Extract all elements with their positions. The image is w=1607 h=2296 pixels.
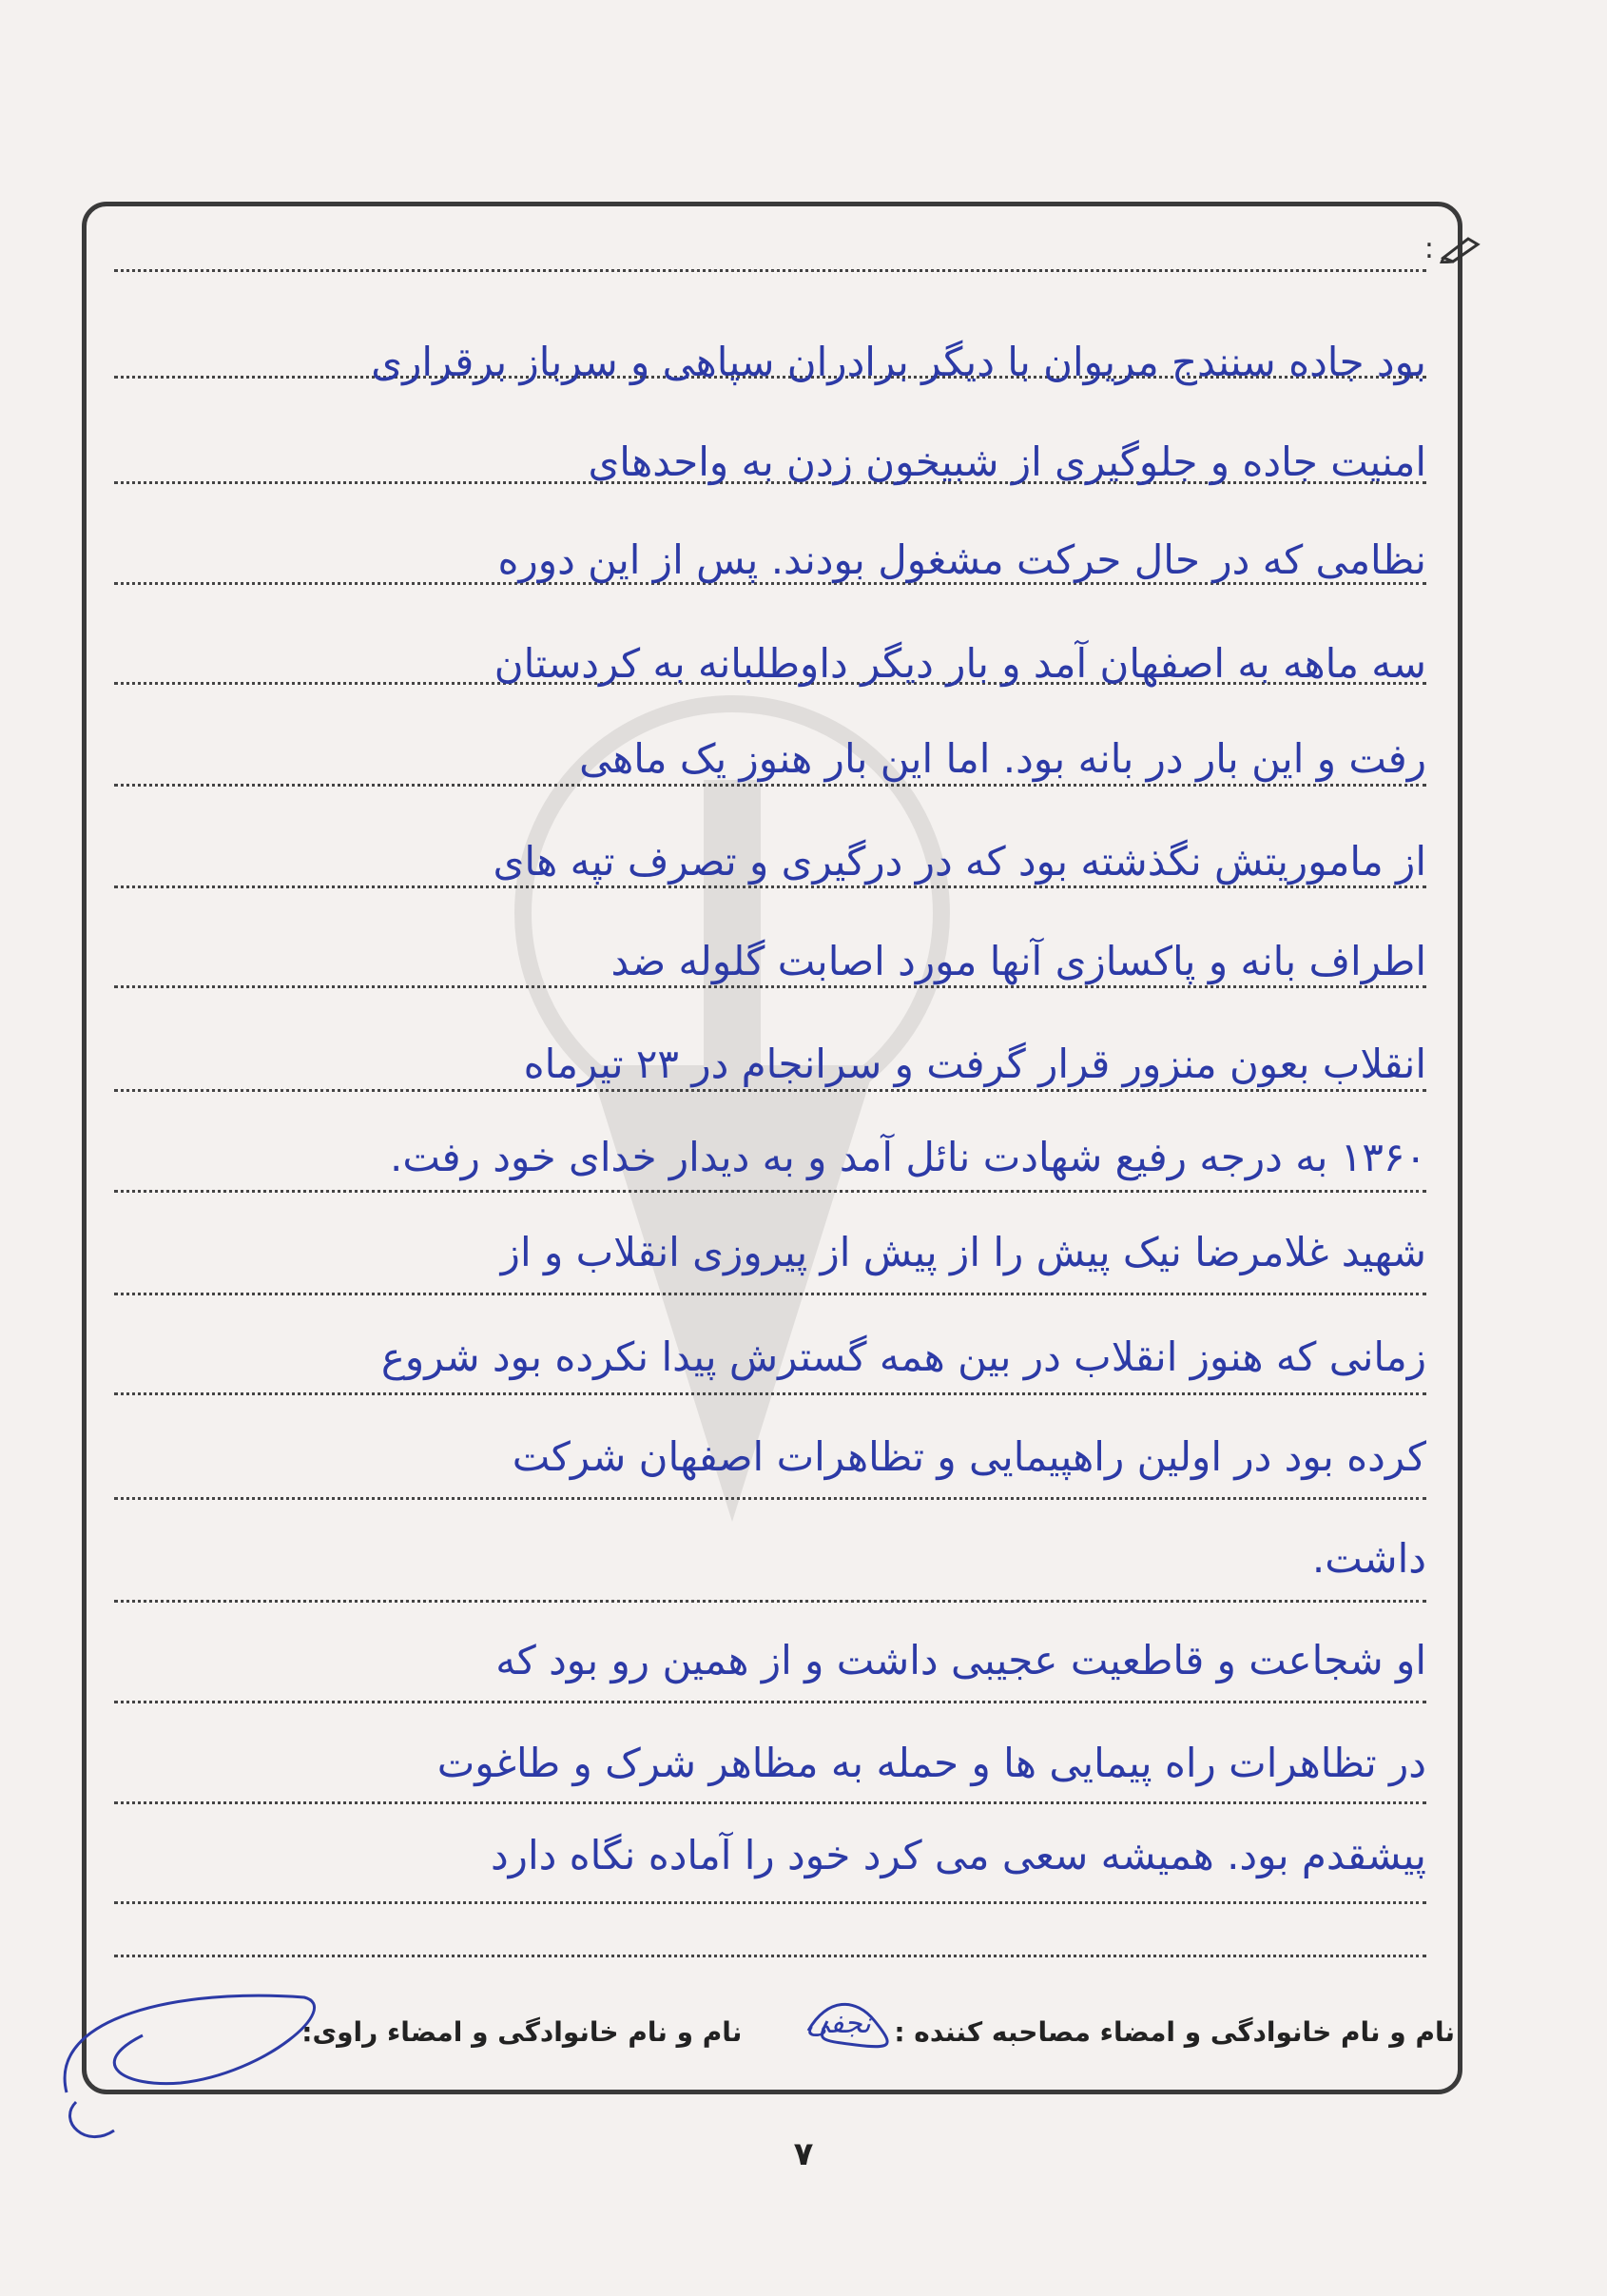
header-colon: : xyxy=(1423,232,1434,265)
handwritten-line: در تظاهرات راه پیمایی ها و حمله به مظاهر شرک و طاغوت xyxy=(436,1740,1426,1786)
handwritten-line: انقلاب بعون منزور قرار گرفت و سرانجام در ۲۳ تیرماه xyxy=(523,1041,1426,1087)
ruled-line xyxy=(114,1190,1426,1193)
handwritten-line: کرده بود در اولین راهپیمایی و تظاهرات اصفهان شرکت xyxy=(512,1433,1426,1480)
handwritten-line: ۱۳۶۰ به درجه رفیع شهادت نائل آمد و به دیدار خدای خود رفت. xyxy=(389,1134,1426,1180)
ruled-line xyxy=(114,1293,1426,1295)
header-pen-marker xyxy=(1424,232,1483,265)
ruled-line xyxy=(114,1801,1426,1804)
ruled-line xyxy=(114,985,1426,988)
ruled-line xyxy=(114,1392,1426,1395)
handwritten-line: امنیت جاده و جلوگیری از شبیخون زدن به واحدهای xyxy=(588,438,1426,485)
narrator-label: نام و نام خانوادگی و امضاء راوی: xyxy=(301,2016,743,2048)
ruled-line xyxy=(114,1901,1426,1904)
handwritten-line: بود جاده سنندج مریوان با دیگر برادران سپاهی و سرباز برقراری xyxy=(371,339,1426,385)
handwritten-line: داشت. xyxy=(1311,1535,1426,1582)
ruled-line xyxy=(114,1701,1426,1703)
ruled-line xyxy=(114,885,1426,888)
ruled-line xyxy=(114,1600,1426,1603)
handwritten-line: نظامی که در حال حرکت مشغول بودند. پس از این دوره xyxy=(497,536,1426,583)
handwritten-line: اطراف بانه و پاکسازی آنها مورد اصابت گلوله ضد xyxy=(610,938,1426,984)
handwritten-line: از ماموریتش نگذشته بود که در درگیری و تصرف تپه های xyxy=(493,838,1426,885)
ruled-line xyxy=(114,1955,1426,1957)
handwritten-line: شهید غلامرضا نیک پیش را از پیش از پیروزی انقلاب و از xyxy=(500,1229,1426,1275)
pen-icon xyxy=(1440,235,1483,263)
ruled-line xyxy=(114,269,1426,272)
handwritten-line: رفت و این بار در بانه بود. اما این بار هنوز یک ماهی xyxy=(579,735,1426,782)
ruled-line xyxy=(114,784,1426,787)
ruled-line xyxy=(114,1089,1426,1092)
interviewer-label: نام و نام خانوادگی و امضاء مصاحبه کننده : xyxy=(894,2016,1455,2048)
page-number: ۷ xyxy=(793,2135,814,2173)
handwritten-line: سه ماهه به اصفهان آمد و بار دیگر داوطلبانه به کردستان xyxy=(494,640,1426,687)
interviewer-signature-text: نجفی xyxy=(806,2007,871,2040)
ruled-line xyxy=(114,1497,1426,1500)
handwritten-line: پیشقدم بود. همیشه سعی می کرد خود را آماده نگاه دارد xyxy=(490,1832,1426,1878)
handwritten-line: او شجاعت و قاطعیت عجیبی داشت و از همین رو بود که xyxy=(495,1637,1426,1683)
narrator-signature xyxy=(29,1959,333,2150)
handwritten-line: زمانی که هنوز انقلاب در بین همه گسترش پیدا نکرده بود شروع xyxy=(380,1333,1426,1380)
